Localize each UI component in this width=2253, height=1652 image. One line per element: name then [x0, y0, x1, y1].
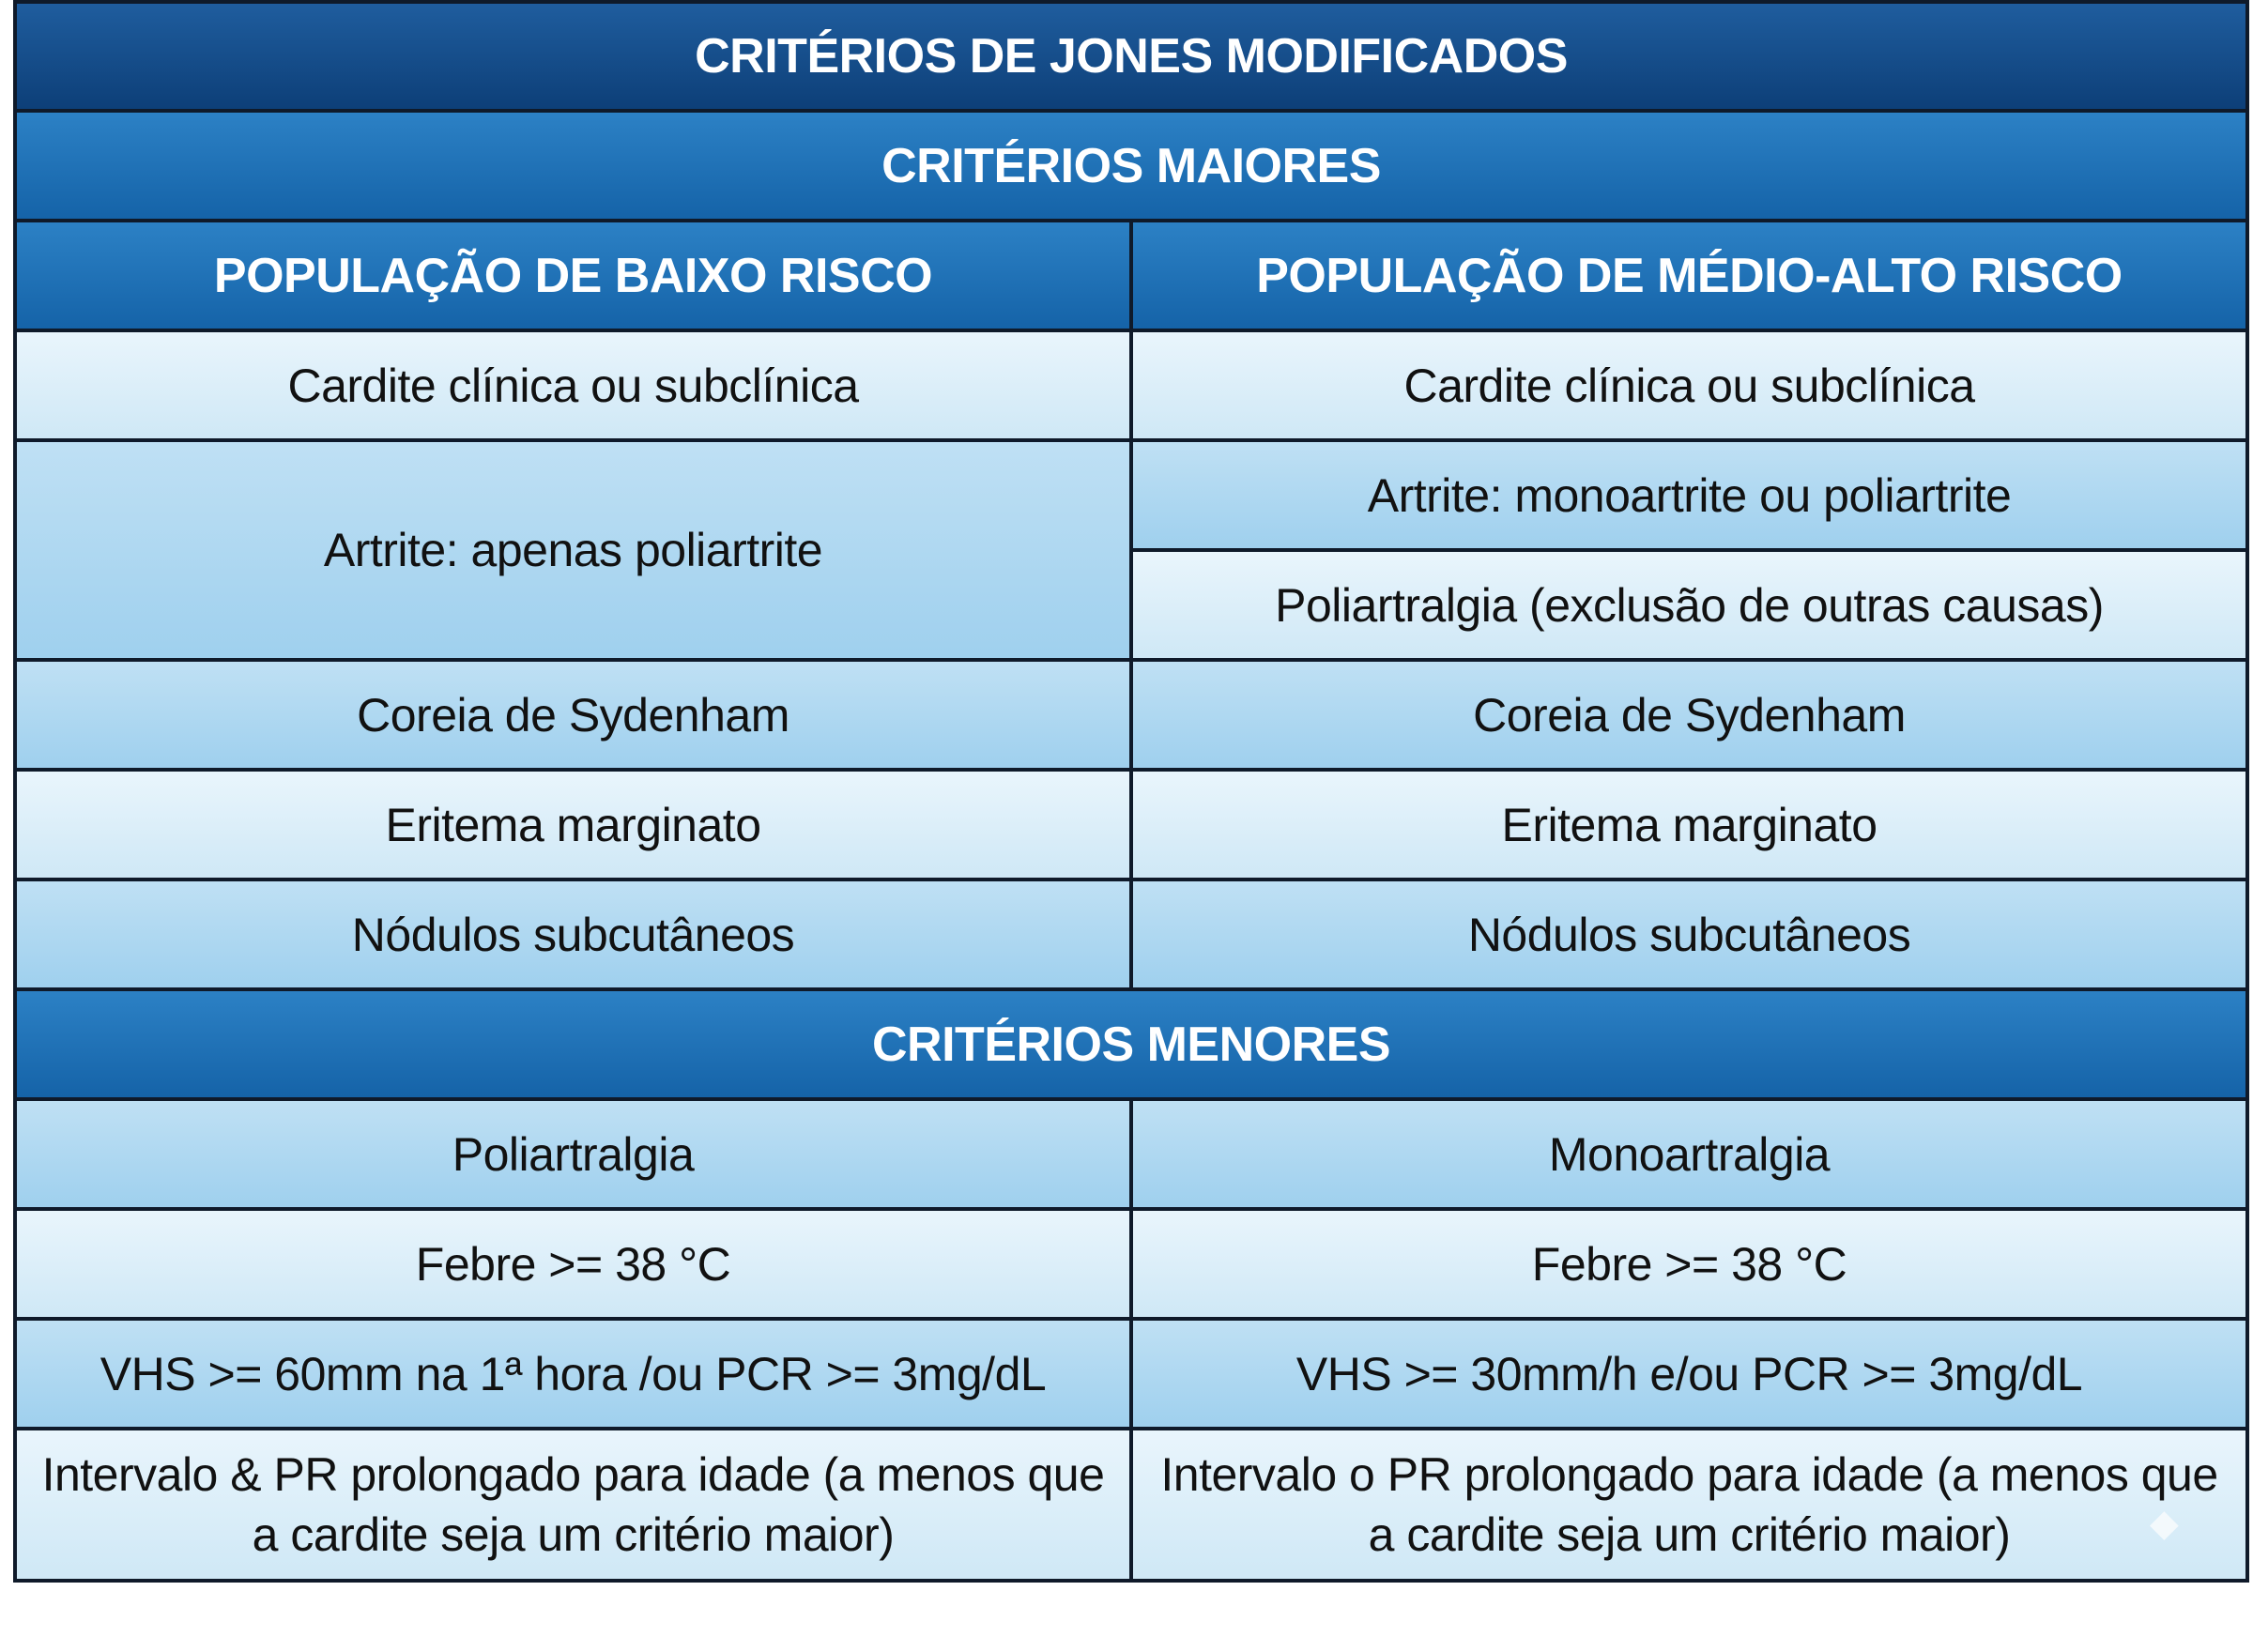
table-row	[15, 1099, 2247, 1209]
cell-high-arthritis: Artrite: monoartrite ou poliartrite	[1131, 440, 2247, 550]
cell-low-fever: Febre >= 38 °C	[15, 1209, 1131, 1319]
cell-high-polyarthralgia: Poliartralgia (exclusão de outras causas)	[1131, 550, 2247, 660]
minor-criteria-header: CRITÉRIOS MENORES	[15, 989, 2247, 1099]
pr-line-2: a cardite seja um critério maior)	[252, 1508, 895, 1561]
pr-line-1: Intervalo & PR prolongado para idade (a menos que	[41, 1448, 1105, 1501]
cell-low-chorea: Coreia de Sydenham	[15, 660, 1131, 770]
column-header-row	[15, 221, 2247, 330]
cell-low-erythema: Eritema marginato	[15, 770, 1131, 880]
pr-line-1: Intervalo o PR prolongado para idade (a menos que	[1160, 1448, 2218, 1501]
cell-low-carditis: Cardite clínica ou subclínica	[15, 330, 1131, 440]
table-row	[15, 770, 2247, 880]
cell-high-nodules: Nódulos subcutâneos	[1131, 880, 2247, 989]
cell-high-pr-interval	[1131, 1429, 2247, 1581]
title-row	[15, 2, 2247, 111]
minor-header-row	[15, 989, 2247, 1099]
pr-line-2: a cardite seja um critério maior)	[1368, 1508, 2011, 1561]
major-criteria-header: CRITÉRIOS MAIORES	[15, 111, 2247, 221]
cell-high-erythema: Eritema marginato	[1131, 770, 2247, 880]
cell-high-arthralgia: Monoartralgia	[1131, 1099, 2247, 1209]
table-row	[15, 1429, 2247, 1581]
table-row	[15, 1319, 2247, 1429]
table-row	[15, 440, 2247, 550]
table-row	[15, 660, 2247, 770]
watermark-diamond-icon: ◆	[2150, 1503, 2179, 1544]
low-risk-column-header: POPULAÇÃO DE BAIXO RISCO	[15, 221, 1131, 330]
cell-low-arthritis: Artrite: apenas poliartrite	[15, 440, 1131, 660]
cell-high-chorea: Coreia de Sydenham	[1131, 660, 2247, 770]
table-row	[15, 330, 2247, 440]
cell-low-arthralgia: Poliartralgia	[15, 1099, 1131, 1209]
cell-low-inflammation: VHS >= 60mm na 1ª hora /ou PCR >= 3mg/dL	[15, 1319, 1131, 1429]
cell-high-fever: Febre >= 38 °C	[1131, 1209, 2247, 1319]
cell-low-nodules: Nódulos subcutâneos	[15, 880, 1131, 989]
cell-low-pr-interval	[15, 1429, 1131, 1581]
high-risk-column-header: POPULAÇÃO DE MÉDIO-ALTO RISCO	[1131, 221, 2247, 330]
table-title: CRITÉRIOS DE JONES MODIFICADOS	[15, 2, 2247, 111]
cell-high-inflammation: VHS >= 30mm/h e/ou PCR >= 3mg/dL	[1131, 1319, 2247, 1429]
jones-criteria-table	[13, 0, 2249, 1583]
table-row	[15, 880, 2247, 989]
major-header-row	[15, 111, 2247, 221]
table-row	[15, 1209, 2247, 1319]
cell-high-carditis: Cardite clínica ou subclínica	[1131, 330, 2247, 440]
